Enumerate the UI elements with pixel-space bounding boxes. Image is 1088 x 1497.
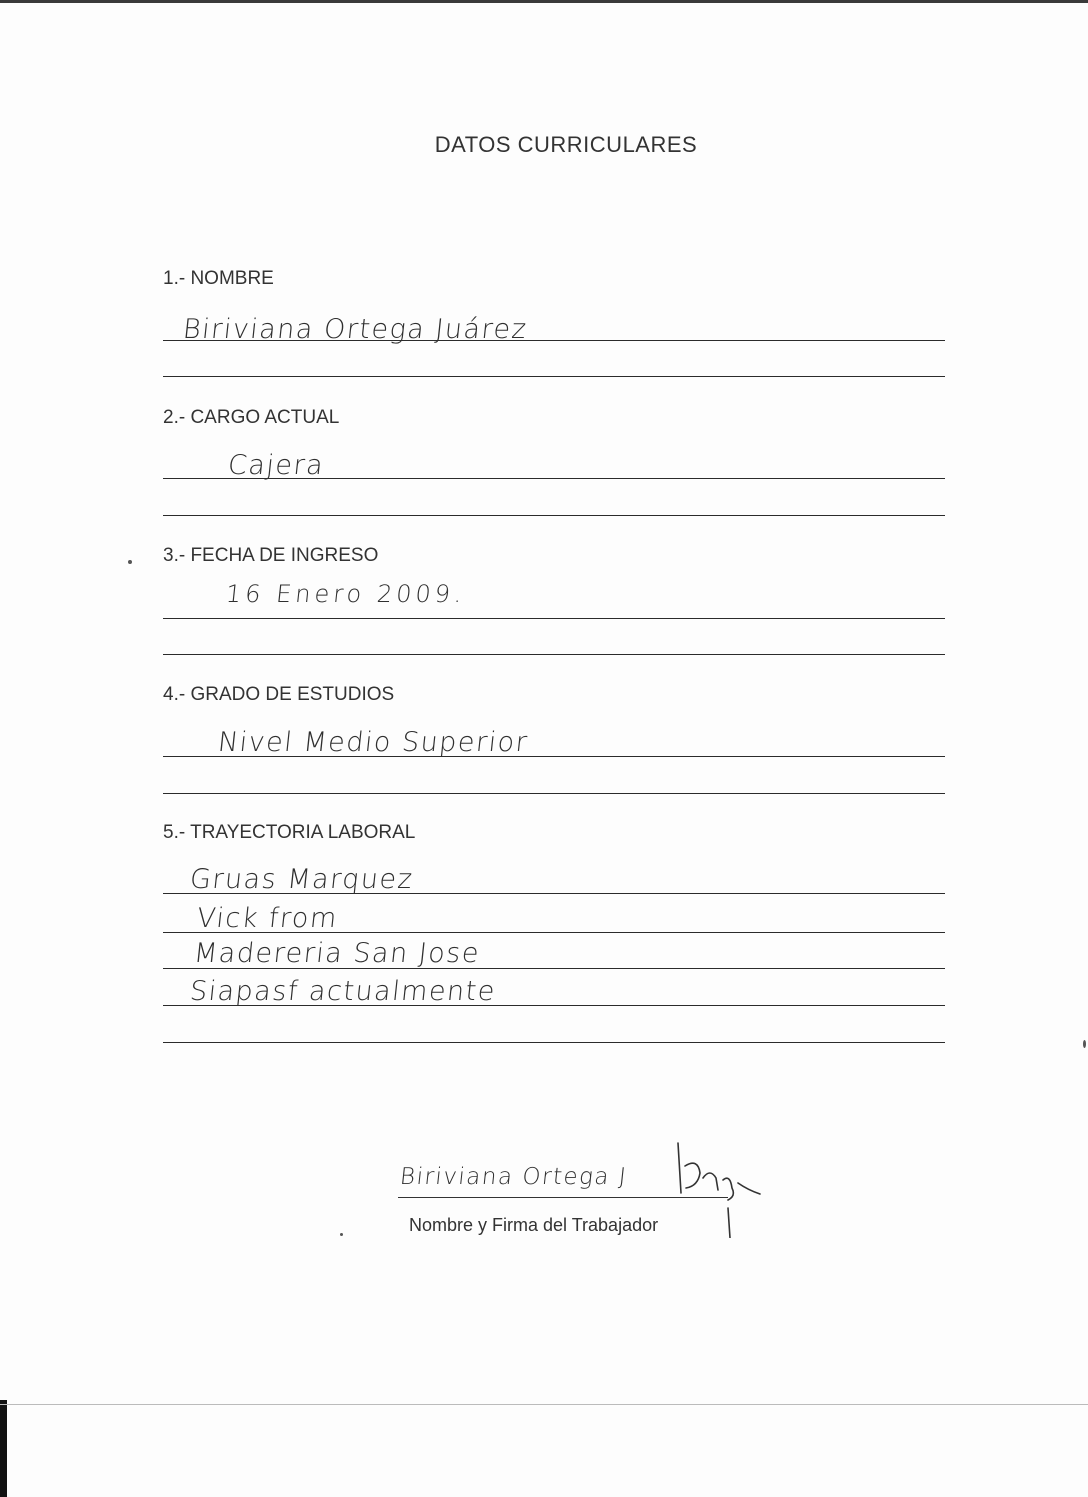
signature-caption: Nombre y Firma del Trabajador: [409, 1215, 659, 1235]
field-label-fecha-ingreso: 3.- FECHA DE INGRESO: [163, 545, 379, 566]
form-line: [163, 793, 945, 794]
field-label-nombre: 1.- NOMBRE: [163, 268, 274, 289]
form-line: [163, 515, 945, 516]
form-line: [163, 932, 945, 933]
handwritten-signature-name: Biriviana Ortega J: [398, 1164, 629, 1190]
handwritten-cargo: Cajera: [226, 450, 326, 481]
form-line: [163, 618, 945, 619]
signature-line: [398, 1197, 728, 1198]
form-line: [163, 893, 945, 894]
handwritten-trayectoria-4: Siapasf actualmente: [188, 976, 498, 1007]
scan-border-top: [0, 0, 1088, 3]
handwritten-trayectoria-2: Vick from: [195, 903, 340, 934]
handwritten-fecha: 16 Enero 2009.: [224, 580, 468, 608]
handwritten-trayectoria-3: Madereria San Jose: [192, 938, 482, 969]
handwritten-nombre: Biriviana Ortega Juárez: [181, 314, 529, 345]
handwritten-trayectoria-1: Gruas Marquez: [188, 864, 415, 895]
form-line: [163, 1005, 945, 1006]
scan-speck: [340, 1233, 343, 1236]
field-label-cargo-actual: 2.- CARGO ACTUAL: [163, 407, 340, 428]
field-label-trayectoria: 5.- TRAYECTORIA LABORAL: [163, 822, 416, 843]
scan-edge-bottom: [0, 1404, 1088, 1405]
form-line: [163, 654, 945, 655]
scan-speck: [128, 560, 132, 564]
form-line: [163, 478, 945, 479]
document-title: DATOS CURRICULARES: [434, 132, 698, 157]
form-line: [163, 376, 945, 377]
scan-border-left: [0, 1400, 7, 1497]
form-line: [163, 756, 945, 757]
scan-speck: [1083, 1040, 1086, 1048]
handwritten-grado: Nivel Medio Superior: [216, 727, 530, 758]
form-line: [163, 340, 945, 341]
form-line: [163, 1042, 945, 1043]
form-line: [163, 968, 945, 969]
field-label-grado-estudios: 4.- GRADO DE ESTUDIOS: [163, 684, 395, 705]
